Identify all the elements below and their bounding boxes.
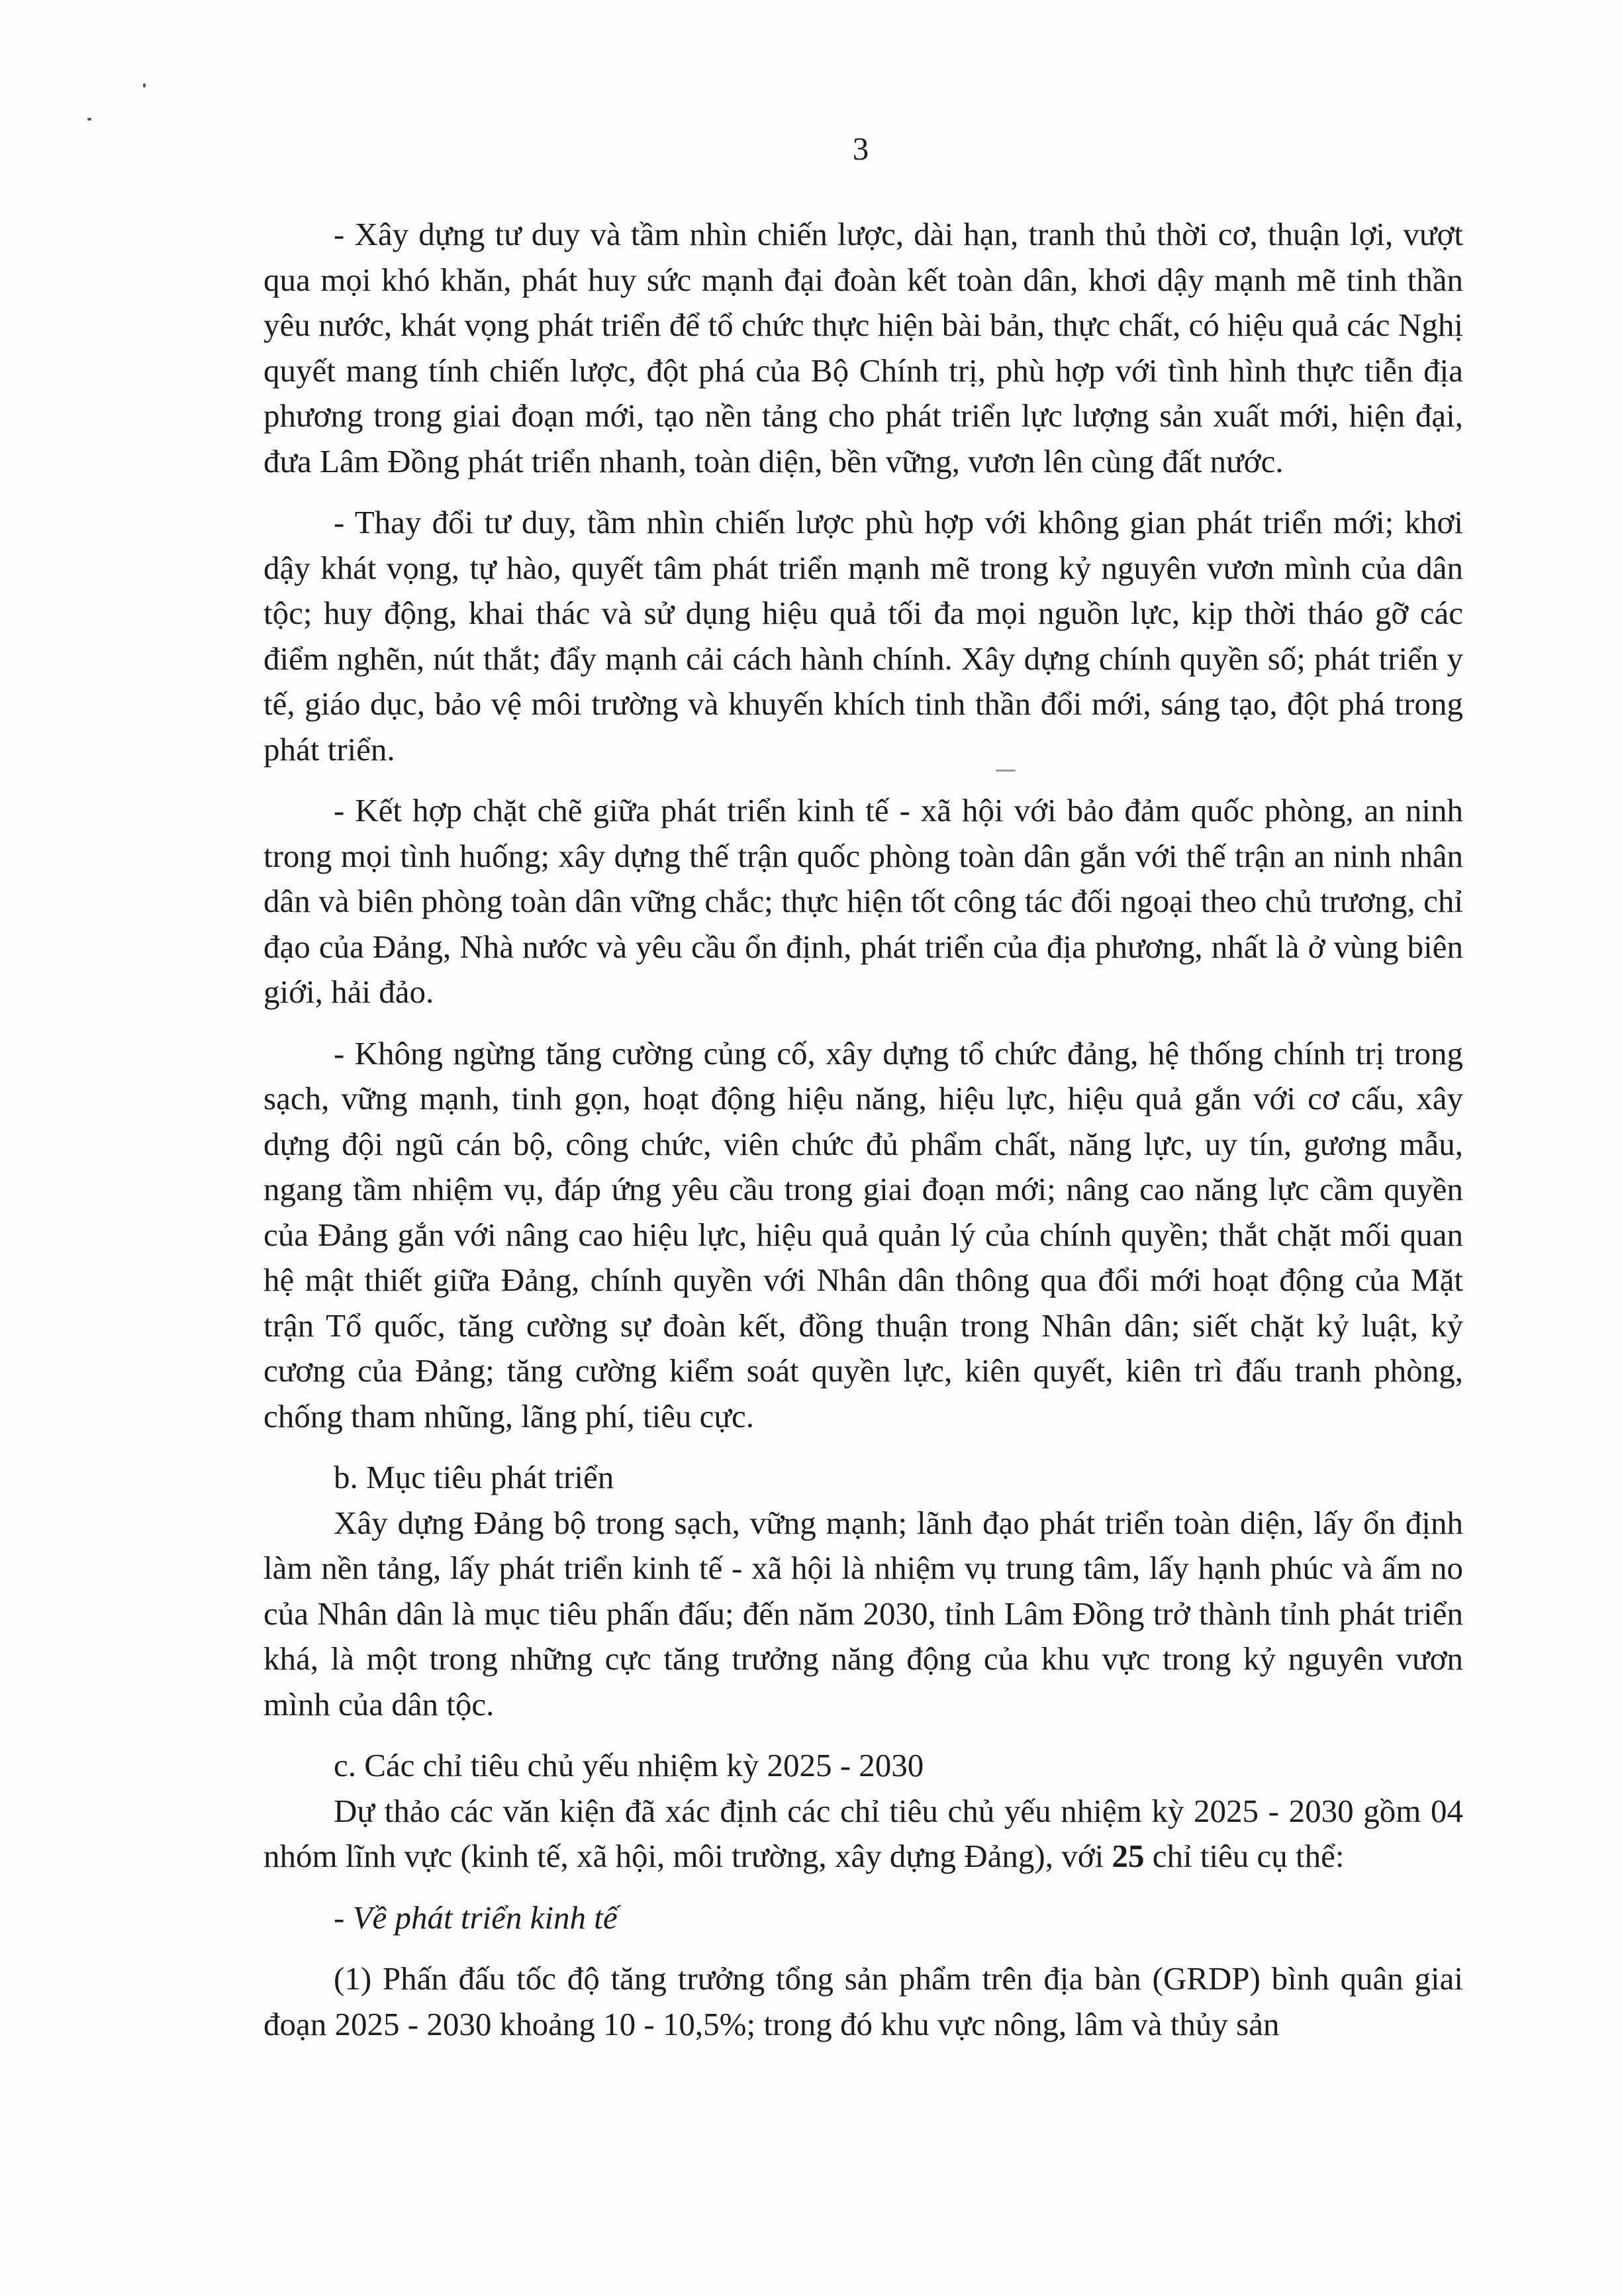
- bullet-change-thinking: - Thay đổi tư duy, tầm nhìn chiến lược phù hợp với không gian phát triển mới; khơi dậy khát vọng, tự hào, quyết tâm phát triển mạnh mẽ trong kỷ nguyên vươn mình của dân tộc; huy động, khai thác và sử dụng hiệu quả tối đa mọi nguồn lực, kịp thời tháo gỡ các điểm nghẽn, nút thắt; đẩy mạnh cải cách hành chính. Xây dựng chính quyền số; phát triển y tế, giáo dục, bảo vệ môi trường và khuyến khích tinh thần đổi mới, sáng tạo, đột phá trong phát triển.: [263, 504, 1463, 768]
- section-c-heading: c. Các chỉ tiêu chủ yếu nhiệm kỳ 2025 - 2030: [334, 1747, 924, 1783]
- document-body: [263, 212, 1463, 2047]
- scan-speck: [143, 83, 146, 87]
- section-c-body: [263, 1789, 1463, 1879]
- section-b-body: Xây dựng Đảng bộ trong sạch, vững mạnh; lãnh đạo phát triển toàn diện, lấy ổn định làm nền tảng, lấy phát triển kinh tế - xã hội là nhiệm vụ trung tâm, lấy hạnh phúc và ấm no của Nhân dân là mục tiêu phấn đấu; đến năm 2030, tỉnh Lâm Đồng trở thành tỉnh phát triển khá, là một trong những cực tăng trưởng năng động của khu vực trong kỷ nguyên vươn mình của dân tộc.: [263, 1504, 1463, 1722]
- bullet-defense-security: - Kết hợp chặt chẽ giữa phát triển kinh tế - xã hội với bảo đảm quốc phòng, an ninh trong mọi tình huống; xây dựng thế trận quốc phòng toàn dân gắn với thế trận an ninh nhân dân và biên phòng toàn dân vững chắc; thực hiện tốt công tác đối ngoại theo chủ trương, chỉ đạo của Đảng, Nhà nước và yêu cầu ổn định, phát triển của địa phương, nhất là ở vùng biên giới, hải đảo.: [263, 792, 1463, 1010]
- section-c-body-tail: chỉ tiêu cụ thể:: [1152, 1838, 1345, 1874]
- scan-speck: [87, 118, 91, 121]
- subsection-economic-heading: - Về phát triển kinh tế: [334, 1899, 618, 1936]
- bullet-party-building: - Không ngừng tăng cường củng cố, xây dựng tổ chức đảng, hệ thống chính trị trong sạch, vững mạnh, tinh gọn, hoạt động hiệu năng, hiệu lực, hiệu quả gắn với cơ cấu, xây dựng đội ngũ cán bộ, công chức, viên chức đủ phẩm chất, năng lực, uy tín, gương mẫu, ngang tầm nhiệm vụ, đáp ứng yêu cầu trong giai đoạn mới; nâng cao năng lực cầm quyền của Đảng gắn với nâng cao hiệu lực, hiệu quả quản lý của chính quyền; thắt chặt mối quan hệ mật thiết giữa Đảng, chính quyền với Nhân dân thông qua đổi mới hoạt động của Mặt trận Tổ quốc, tăng cường sự đoàn kết, đồng thuận trong Nhân dân; siết chặt kỷ luật, kỷ cương của Đảng; tăng cường kiểm soát quyền lực, kiên quyết, kiên trì đấu tranh phòng, chống tham nhũng, lãng phí, tiêu cực.: [263, 1034, 1463, 1434]
- indicator-count: 25: [1112, 1838, 1145, 1874]
- indicator-item-1: (1) Phấn đấu tốc độ tăng trưởng tổng sản phẩm trên địa bàn (GRDP) bình quân giai đoạn 2025 - 2030 khoảng 10 - 10,5%; trong đó khu vực nông, lâm và thủy sản: [263, 1960, 1463, 2042]
- section-b-heading: b. Mục tiêu phát triển: [334, 1459, 614, 1495]
- bullet-strategic-vision: - Xây dựng tư duy và tầm nhìn chiến lược, dài hạn, tranh thủ thời cơ, thuận lợi, vượt qua mọi khó khăn, phát huy sức mạnh đại đoàn kết toàn dân, khơi dậy mạnh mẽ tinh thần yêu nước, khát vọng phát triển để tổ chức thực hiện bài bản, thực chất, có hiệu quả các Nghị quyết mang tính chiến lược, đột phá của Bộ Chính trị, phù hợp với tình hình thực tiễn địa phương trong giai đoạn mới, tạo nền tảng cho phát triển lực lượng sản xuất mới, hiện đại, đưa Lâm Đồng phát triển nhanh, toàn diện, bền vững, vươn lên cùng đất nước.: [263, 216, 1463, 479]
- page-number: 3: [852, 130, 869, 167]
- section-c-body-lead: Dự thảo các văn kiện đã xác định các chỉ tiêu chủ yếu nhiệm kỳ 2025 - 2030 gồm 04 nhóm lĩnh vực (kinh tế, xã hội, môi trường, xây dựng Đảng), với: [263, 1792, 1463, 1874]
